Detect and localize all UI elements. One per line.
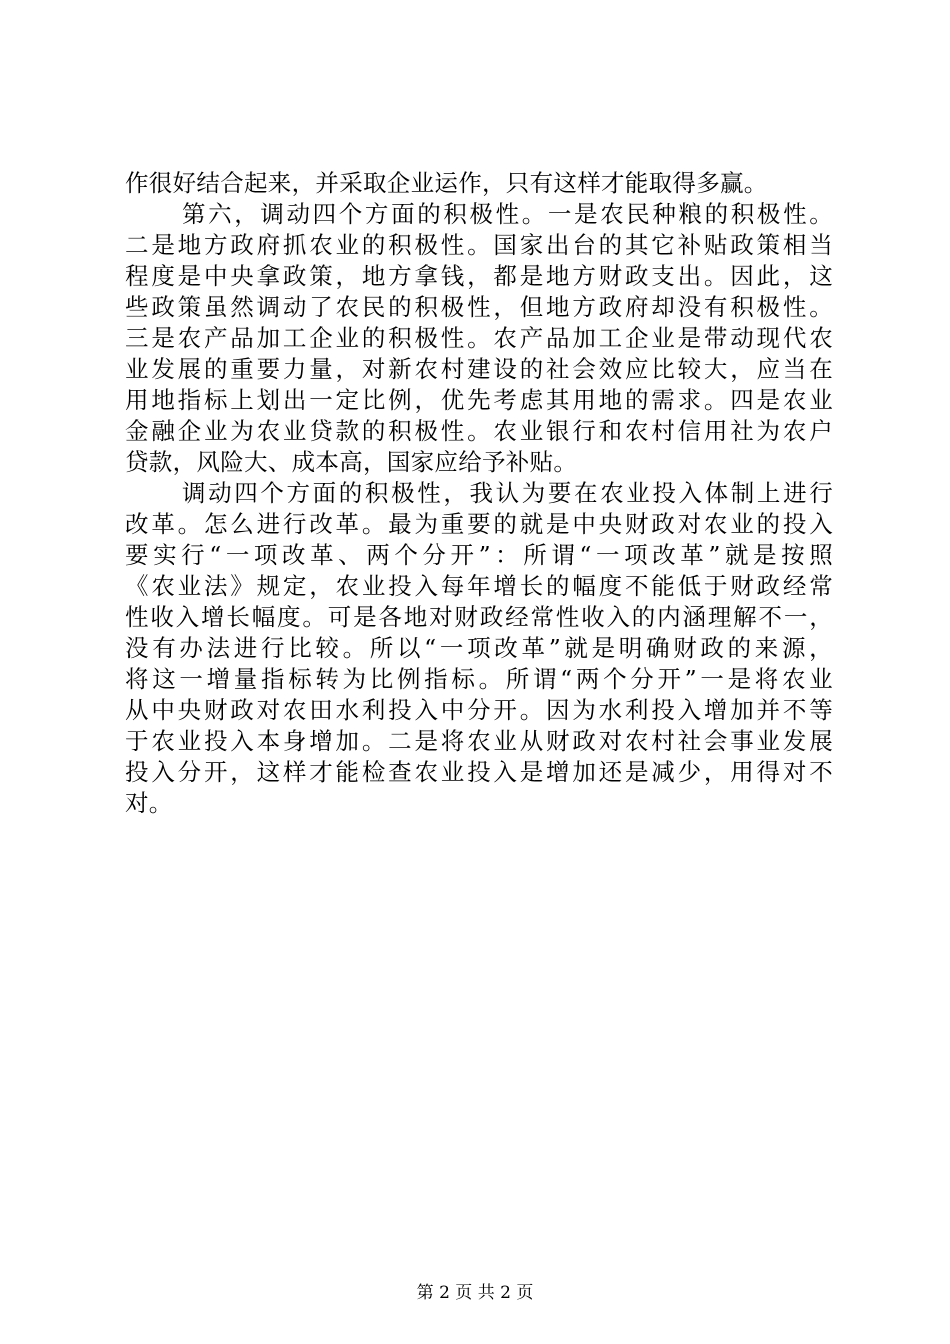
text-line: 三是农产品加工企业的积极性。农产品加工企业是带动现代农 xyxy=(125,324,833,352)
text-line: 性收入增长幅度。可是各地对财政经常性收入的内涵理解不一， xyxy=(125,603,833,631)
text-line: 用地指标上划出一定比例，优先考虑其用地的需求。四是农业 xyxy=(125,386,833,414)
text-line: 没有办法进行比较。所以“一项改革”就是明确财政的来源， xyxy=(125,634,833,662)
text-line: 二是地方政府抓农业的积极性。国家出台的其它补贴政策相当 xyxy=(125,231,833,259)
text-line: 作很好结合起来，并采取企业运作，只有这样才能取得多赢。 xyxy=(125,169,768,197)
page-footer: 第 2 页 共 2 页 xyxy=(416,1283,534,1303)
text-line: 些政策虽然调动了农民的积极性，但地方政府却没有积极性。 xyxy=(125,293,833,321)
text-line: 将这一增量指标转为比例指标。所谓“两个分开”一是将农业 xyxy=(125,665,833,693)
text-line: 对。 xyxy=(125,789,173,817)
text-line: 调动四个方面的积极性，我认为要在农业投入体制上进行 xyxy=(182,479,833,507)
text-line: 投入分开，这样才能检查农业投入是增加还是减少，用得对不 xyxy=(125,758,833,786)
text-line: 贷款，风险大、成本高，国家应给予补贴。 xyxy=(125,448,578,476)
text-line: 要实行“一项改革、两个分开”：所谓“一项改革”就是按照 xyxy=(125,541,833,569)
text-line: 《农业法》规定，农业投入每年增长的幅度不能低于财政经常 xyxy=(125,572,833,600)
text-line: 程度是中央拿政策，地方拿钱，都是地方财政支出。因此，这 xyxy=(125,262,833,290)
text-line: 金融企业为农业贷款的积极性。农业银行和农村信用社为农户 xyxy=(125,417,833,445)
text-line: 从中央财政对农田水利投入中分开。因为水利投入增加并不等 xyxy=(125,696,833,724)
text-line: 改革。怎么进行改革。最为重要的就是中央财政对农业的投入 xyxy=(125,510,833,538)
document-body xyxy=(125,168,833,819)
text-line: 于农业投入本身增加。二是将农业从财政对农村社会事业发展 xyxy=(125,727,833,755)
text-line: 业发展的重要力量，对新农村建设的社会效应比较大，应当在 xyxy=(125,355,833,383)
text-line: 第六，调动四个方面的积极性。一是农民种粮的积极性。 xyxy=(182,200,833,228)
